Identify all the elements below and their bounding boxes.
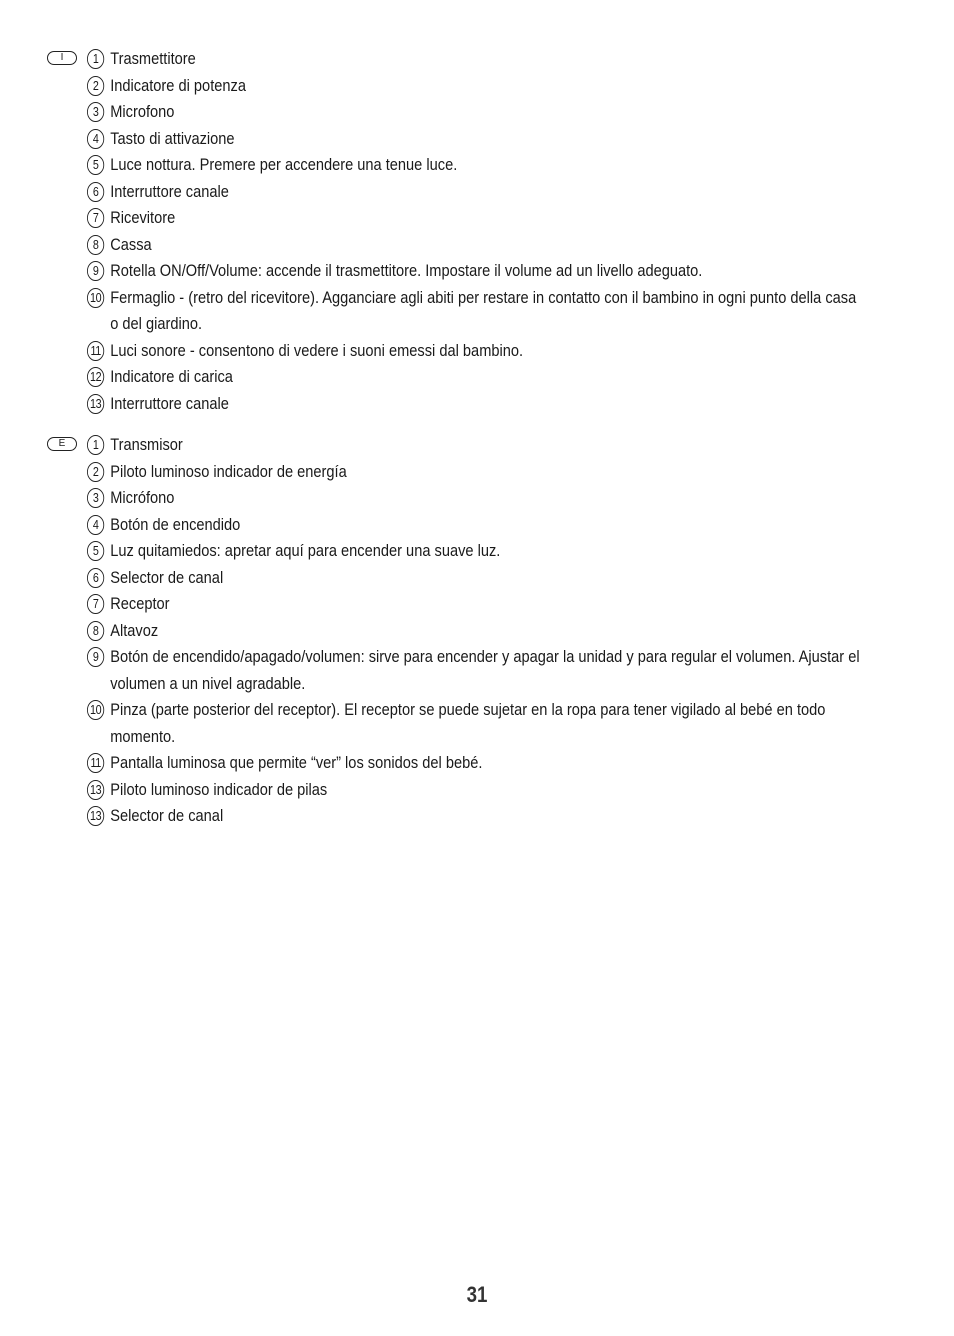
item-number: 13	[87, 780, 104, 800]
item-number: 3	[87, 102, 104, 122]
section-spanish	[47, 432, 907, 830]
list-item	[87, 803, 867, 830]
list-item	[87, 126, 867, 153]
list-item	[87, 644, 867, 697]
language-badge-italian: I	[47, 51, 77, 65]
list-item	[87, 538, 867, 565]
item-number: 7	[87, 594, 104, 614]
list-item	[87, 591, 867, 618]
item-number: 4	[87, 515, 104, 535]
item-number: 6	[87, 568, 104, 588]
item-text: Trasmettitore	[110, 49, 196, 68]
list-item	[87, 205, 867, 232]
item-text: Piloto luminoso indicador de pilas	[110, 779, 328, 799]
item-text: Rotella ON/Off/Volume: accende il trasmettitore. Impostare il volume ad un livello adeguato.	[110, 261, 703, 280]
language-badge-spanish: E	[47, 437, 77, 451]
list-item	[87, 618, 867, 645]
item-text: Luci sonore - consentono di vedere i suoni emessi dal bambino.	[110, 340, 524, 360]
list-item	[87, 46, 867, 73]
item-number: 7	[87, 208, 104, 228]
list-item	[87, 258, 867, 285]
item-text: Luce nottura. Premere per accendere una tenue luce.	[110, 155, 458, 174]
item-text: Indicatore di carica	[110, 367, 233, 386]
list-item	[87, 697, 867, 750]
list-item	[87, 750, 867, 777]
list-item	[87, 179, 867, 206]
item-text: Botón de encendido/apagado/volumen: sirve para encender y apagar la unidad y para regular el volumen. Ajustar el volumen a un nivel agradable.	[110, 647, 860, 693]
item-number: 13	[87, 806, 104, 826]
item-number: 12	[87, 367, 104, 387]
item-text: Microfono	[110, 102, 175, 121]
parts-list-spanish	[47, 432, 907, 830]
item-number: 11	[87, 753, 104, 773]
item-text: Interruttore canale	[110, 181, 229, 201]
item-number: 10	[87, 700, 104, 720]
list-item	[87, 512, 867, 539]
item-text: Selector de canal	[110, 806, 224, 825]
item-text: Luz quitamiedos: apretar aquí para encender una suave luz.	[110, 541, 501, 560]
item-text: Piloto luminoso indicador de energía	[110, 461, 347, 481]
item-number: 11	[87, 341, 104, 361]
item-number: 6	[87, 182, 104, 202]
item-text: Cassa	[110, 234, 152, 254]
item-number: 3	[87, 488, 104, 508]
item-number: 5	[87, 155, 104, 175]
list-item	[87, 485, 867, 512]
item-number: 9	[87, 261, 104, 281]
item-text: Pantalla luminosa que permite “ver” los sonidos del bebé.	[110, 753, 483, 772]
list-item	[87, 338, 867, 365]
item-number: 2	[87, 462, 104, 482]
item-text: Altavoz	[110, 620, 159, 640]
page-number: 31	[466, 1282, 488, 1307]
item-number: 1	[87, 435, 104, 455]
item-number: 5	[87, 541, 104, 561]
item-text: Interruttore canale	[110, 393, 229, 413]
item-text: Receptor	[110, 594, 170, 613]
item-number: 8	[87, 621, 104, 641]
item-number: 10	[87, 288, 104, 308]
item-number: 4	[87, 129, 104, 149]
list-item	[87, 99, 867, 126]
item-text: Fermaglio - (retro del ricevitore). Agganciare agli abiti per restare in contatto con il bambino in ogni punto della casa o del giardino.	[110, 287, 857, 333]
item-number: 13	[87, 394, 104, 414]
list-item	[87, 152, 867, 179]
item-text: Ricevitore	[110, 208, 176, 227]
section-italian	[47, 46, 907, 417]
item-text: Transmisor	[110, 435, 183, 454]
list-item	[87, 285, 867, 338]
item-number: 1	[87, 49, 104, 69]
item-text: Indicatore di potenza	[110, 75, 246, 95]
item-number: 8	[87, 235, 104, 255]
item-number: 9	[87, 647, 104, 667]
list-item	[87, 391, 867, 418]
list-item	[87, 432, 867, 459]
list-item	[87, 459, 867, 486]
item-text: Micrófono	[110, 488, 175, 507]
item-text: Tasto di attivazione	[110, 128, 235, 148]
list-item	[87, 777, 867, 804]
list-item	[87, 364, 867, 391]
item-text: Pinza (parte posterior del receptor). El receptor se puede sujetar en la ropa para tener vigilado al bebé en todo momento.	[110, 700, 826, 746]
item-text: Selector de canal	[110, 567, 224, 587]
list-item	[87, 232, 867, 259]
item-number: 2	[87, 76, 104, 96]
list-item	[87, 565, 867, 592]
item-text: Botón de encendido	[110, 514, 241, 534]
list-item	[87, 73, 867, 100]
parts-list-italian	[47, 46, 907, 417]
